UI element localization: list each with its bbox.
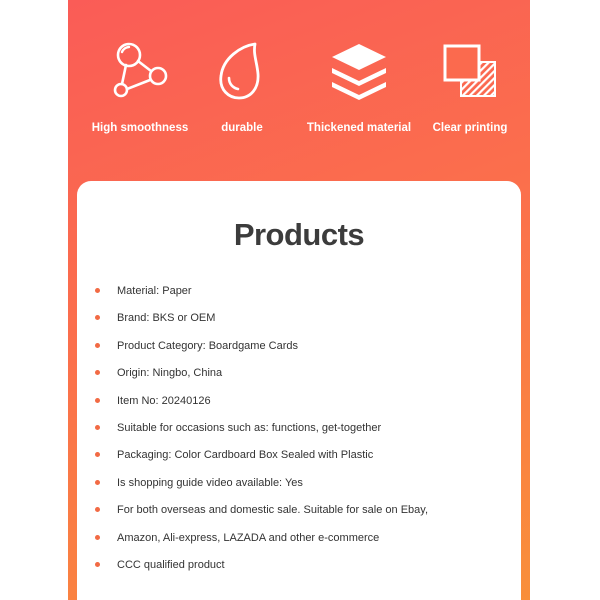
bullet-dot (95, 425, 100, 430)
bullet-dot (95, 452, 100, 457)
list-item (95, 418, 428, 445)
droplet-icon (211, 40, 273, 102)
list-item (95, 308, 428, 335)
list-item-text: Is shopping guide video available: Yes (117, 476, 303, 489)
bullet-dot (95, 288, 100, 293)
list-item-text: For both overseas and domestic sale. Suitable for sale on Ebay, (117, 504, 429, 517)
feature-clear-printing (410, 40, 530, 134)
products-title: Products (233, 217, 365, 252)
list-item-text: CCC qualified product (117, 558, 225, 571)
list-item (95, 391, 428, 418)
feature-label: Clear printing (432, 122, 508, 134)
list-item (95, 281, 428, 308)
list-item-text: Packaging: Color Cardboard Box Sealed with Plastic (117, 449, 374, 462)
list-item (95, 473, 428, 500)
feature-durable (182, 40, 302, 134)
products-card (77, 181, 521, 600)
feature-label: Thickened material (306, 122, 412, 134)
list-item (95, 336, 428, 363)
feature-label: durable (221, 122, 263, 134)
feature-row (68, 40, 530, 150)
list-item (95, 363, 428, 390)
bullet-dot (95, 315, 100, 320)
list-item (95, 528, 428, 555)
bullet-dot (95, 535, 100, 540)
products-spec-list (95, 281, 428, 582)
list-item-text: Product Category: Boardgame Cards (117, 339, 298, 352)
overlap-squares-icon (439, 40, 501, 102)
list-item-text: Item No: 20240126 (117, 394, 211, 407)
bullet-dot (95, 398, 100, 403)
list-item (95, 500, 428, 527)
list-item-text: Material: Paper (117, 285, 192, 297)
product-poster (68, 0, 530, 600)
layers-icon (328, 40, 390, 102)
feature-label: High smoothness (91, 122, 189, 134)
feature-thickened-material (299, 40, 419, 134)
bullet-dot (95, 507, 100, 512)
list-item-text: Suitable for occasions such as: functions, get-together (117, 421, 382, 434)
bullet-dot (95, 370, 100, 375)
list-item-text: Brand: BKS or OEM (117, 312, 216, 325)
bullet-dot (95, 480, 100, 485)
bullet-dot (95, 343, 100, 348)
list-item (95, 555, 428, 582)
molecule-icon (109, 40, 171, 102)
list-item-text: Amazon, Ali-express, LAZADA and other e-commerce (117, 531, 380, 544)
list-item (95, 445, 428, 472)
bullet-dot (95, 562, 100, 567)
list-item-text: Origin: Ningbo, China (117, 367, 223, 380)
